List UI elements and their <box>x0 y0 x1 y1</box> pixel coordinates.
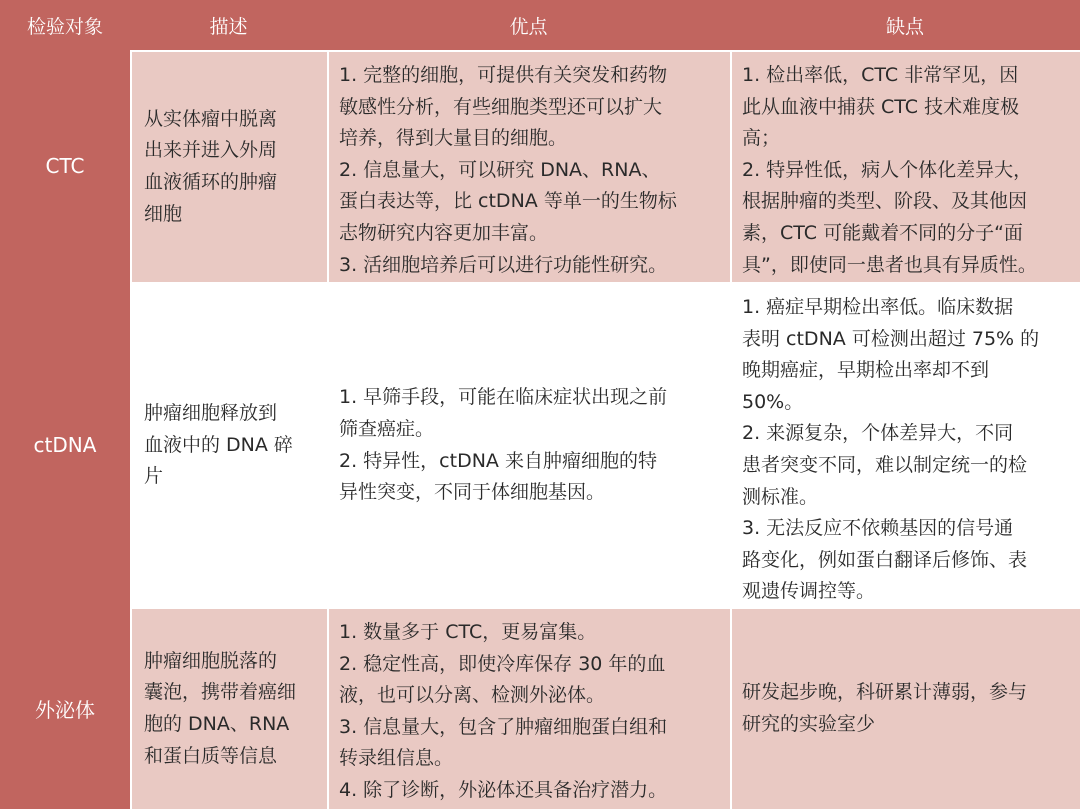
disadvantage-line: 具”，即使同一患者也具有异质性。 <box>742 253 1037 276</box>
description-line: 血液循环的肿瘤 <box>144 171 278 193</box>
description-line: 出来并进入外周 <box>144 139 278 162</box>
description-cell-ctdna <box>130 282 327 607</box>
description-line: 肿瘤细胞释放到 <box>144 402 278 425</box>
advantages-cell-ctdna <box>327 282 730 607</box>
advantages-cell-exosome <box>327 607 730 809</box>
disadvantages-cell-exosome <box>730 607 1080 809</box>
disadvantage-line: 1. 癌症早期检出率低。临床数据 <box>742 296 1014 318</box>
disadvantage-line: 路变化，例如蛋白翻译后修饰、表 <box>742 548 1028 571</box>
advantage-line: 3. 活细胞培养后可以进行功能性研究。 <box>339 253 668 276</box>
advantage-line: 1. 数量多于 CTC，更易富集。 <box>339 621 597 643</box>
disadvantage-line: 观遗传调控等。 <box>742 580 876 603</box>
disadvantage-line: 根据肿瘤的类型、阶段、及其他因 <box>742 190 1028 213</box>
advantage-line: 筛查癌症。 <box>339 417 435 440</box>
advantage-line: 1. 早筛手段，可能在临床症状出现之前 <box>339 386 668 409</box>
advantage-line: 4. 除了诊断，外泌体还具备治疗潜力。 <box>339 778 668 801</box>
advantage-line: 敏感性分析，有些细胞类型还可以扩大 <box>339 95 663 118</box>
description-line: 血液中的 DNA 碎 <box>144 433 293 456</box>
disadvantages-cell-ctdna <box>730 282 1080 607</box>
row-label-ctc: CTC <box>45 154 85 178</box>
disadvantage-line: 表明 ctDNA 可检测出超过 75% 的 <box>742 327 1040 350</box>
description-line: 囊泡，携带着癌细 <box>144 681 297 704</box>
disadvantage-line: 素，CTC 可能戴着不同的分子“面 <box>742 221 1023 244</box>
advantage-line: 志物研究内容更加丰富。 <box>339 221 549 244</box>
description-line: 肿瘤细胞脱落的 <box>144 649 278 672</box>
disadvantage-line: 测标准。 <box>742 485 819 508</box>
disadvantage-line: 1. 检出率低，CTC 非常罕见，因 <box>742 64 1019 86</box>
disadvantage-line: 2. 来源复杂，个体差异大，不同 <box>742 422 1014 445</box>
description-line: 片 <box>144 465 164 488</box>
advantage-line: 3. 信息量大，包含了肿瘤细胞蛋白组和 <box>339 715 668 738</box>
header-cell-description: 描述 <box>209 15 248 38</box>
description-line: 胞的 DNA、RNA <box>144 713 290 735</box>
advantage-line: 培养，得到大量目的细胞。 <box>339 127 568 150</box>
description-line: 和蛋白质等信息 <box>144 744 278 767</box>
disadvantage-line: 晚期癌症，早期检出率却不到 <box>742 359 990 382</box>
description-line: 从实体瘤中脱离 <box>144 107 278 130</box>
advantages-cell-ctc <box>327 50 730 282</box>
advantage-line: 异性突变，不同于体细胞基因。 <box>339 481 606 504</box>
advantage-line: 2. 信息量大，可以研究 DNA、RNA、 <box>339 158 661 181</box>
disadvantage-line: 2. 特异性低，病人个体化差异大， <box>742 158 1033 181</box>
header-cell-disadvantages: 缺点 <box>885 15 924 38</box>
advantage-line: 2. 稳定性高，即使冷库保存 30 年的血 <box>339 652 666 675</box>
description-line: 细胞 <box>144 202 183 225</box>
description-cell-ctc <box>130 50 327 282</box>
disadvantage-line: 50%。 <box>742 390 804 413</box>
advantage-line: 2. 特异性，ctDNA 来自肿瘤细胞的特 <box>339 449 657 472</box>
disadvantage-line: 此从血液中捕获 CTC 技术难度极 <box>742 95 1020 118</box>
disadvantage-line: 3. 无法反应不依赖基因的信号通 <box>742 517 1014 540</box>
advantage-line: 蛋白表达等，比 ctDNA 等单一的生物标 <box>339 190 677 213</box>
row-label-ctdna: ctDNA <box>33 432 97 457</box>
description-cell-exosome <box>130 607 327 809</box>
advantage-line: 1. 完整的细胞，可提供有关突发和药物 <box>339 64 668 86</box>
disadvantage-line: 研发起步晚，科研累计薄弱，参与 <box>742 681 1028 704</box>
disadvantages-cell-ctc <box>730 50 1080 282</box>
header-cell-test-object: 检验对象 <box>26 15 103 38</box>
header-cell-advantages: 优点 <box>509 15 548 38</box>
row-label-exosome: 外泌体 <box>35 697 95 722</box>
advantage-line: 转录组信息。 <box>339 747 454 770</box>
advantage-line: 液，也可以分离、检测外泌体。 <box>339 684 606 707</box>
disadvantage-line: 患者突变不同，难以制定统一的检 <box>742 453 1028 476</box>
disadvantage-line: 高； <box>742 127 781 150</box>
disadvantage-line: 研究的实验室少 <box>742 713 876 735</box>
